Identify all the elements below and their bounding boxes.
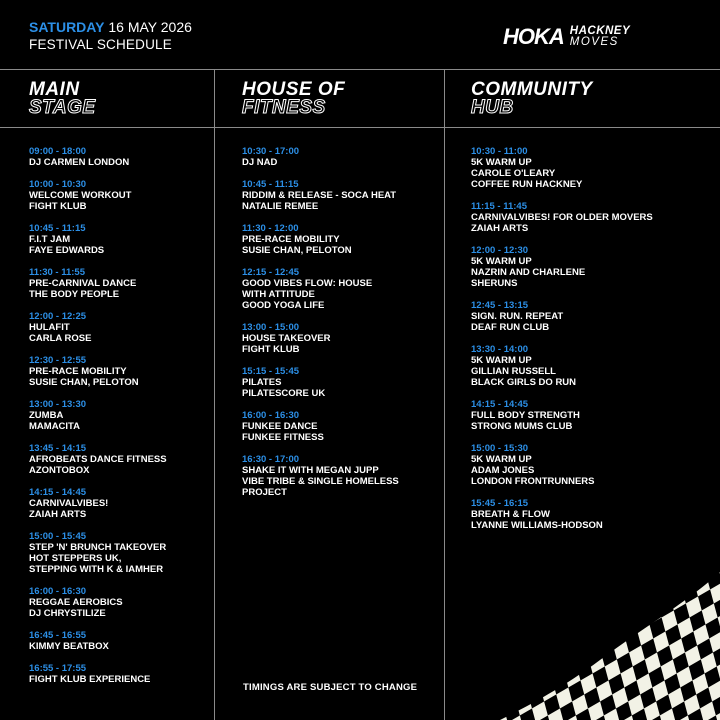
schedule-item (471, 498, 653, 531)
column-title-house-of-fitness (242, 81, 345, 117)
schedule-detail: SHERUNS (471, 278, 518, 289)
schedule-item (242, 366, 399, 399)
schedule-item (29, 443, 167, 476)
schedule-detail: SIGN. RUN. REPEAT (471, 311, 564, 322)
schedule-item (29, 487, 167, 520)
column-title-divider (0, 127, 720, 128)
schedule-time: 12:45 - 13:15 (471, 300, 529, 311)
schedule-detail: STEPPING WITH K & IAMHER (29, 564, 164, 575)
schedule-detail: HOT STEPPERS UK, (29, 553, 122, 564)
schedule-time: 12:30 - 12:55 (29, 355, 87, 366)
schedule-time: 15:45 - 16:15 (471, 498, 529, 509)
schedule-detail: 5K WARM UP (471, 454, 532, 465)
schedule-time: 16:30 - 17:00 (242, 454, 300, 465)
house-of-fitness-schedule (242, 146, 399, 509)
schedule-detail: ZUMBA (29, 410, 64, 421)
schedule-time: 12:15 - 12:45 (242, 267, 300, 278)
schedule-item (242, 410, 399, 443)
schedule-time: 13:30 - 14:00 (471, 344, 529, 355)
schedule-item (471, 201, 653, 234)
schedule-item (242, 179, 399, 212)
schedule-detail: RIDDIM & RELEASE - SOCA HEAT (242, 190, 397, 201)
schedule-detail: DJ CHRYSTILIZE (29, 608, 106, 619)
schedule-item (29, 663, 167, 685)
schedule-detail: FIGHT KLUB (242, 344, 300, 355)
schedule-item (242, 223, 399, 256)
schedule-time: 10:45 - 11:15 (242, 179, 299, 190)
column-title-line: HOUSE OF (242, 79, 346, 100)
schedule-detail: FUNKEE FITNESS (242, 432, 324, 443)
schedule-detail: GILLIAN RUSSELL (471, 366, 556, 377)
schedule-detail: STRONG MUMS CLUB (471, 421, 573, 432)
timings-disclaimer: TIMINGS ARE SUBJECT TO CHANGE (243, 682, 418, 693)
schedule-item (29, 586, 167, 619)
schedule-item (29, 179, 167, 212)
schedule-item (29, 399, 167, 432)
schedule-detail: KIMMY BEATBOX (29, 641, 109, 652)
schedule-detail: HOUSE TAKEOVER (242, 333, 331, 344)
schedule-item (29, 146, 167, 168)
logo-event-name (570, 26, 630, 48)
schedule-detail: FIGHT KLUB (29, 201, 87, 212)
schedule-detail: FUNKEE DANCE (242, 421, 318, 432)
schedule-detail: MAMACITA (29, 421, 81, 432)
schedule-item (242, 454, 399, 498)
schedule-detail: F.I.T JAM (29, 234, 71, 245)
schedule-time: 11:30 - 12:00 (242, 223, 299, 234)
schedule-item (29, 223, 167, 256)
schedule-item (471, 399, 653, 432)
schedule-item (29, 630, 167, 652)
schedule-time: 13:00 - 13:30 (29, 399, 87, 410)
schedule-detail: VIBE TRIBE & SINGLE HOMELESS (242, 476, 399, 487)
schedule-item (242, 322, 399, 355)
schedule-detail: REGGAE AEROBICS (29, 597, 123, 608)
schedule-time: 11:30 - 11:55 (29, 267, 85, 278)
schedule-detail: PRE-RACE MOBILITY (29, 366, 127, 377)
schedule-detail: HULAFIT (29, 322, 70, 333)
event-date-text: 16 MAY 2026 (108, 19, 192, 35)
schedule-item (29, 267, 167, 300)
schedule-detail: BLACK GIRLS DO RUN (471, 377, 577, 388)
schedule-detail: BREATH & FLOW (471, 509, 550, 520)
schedule-detail: FAYE EDWARDS (29, 245, 105, 256)
schedule-item (29, 311, 167, 344)
schedule-detail: PROJECT (242, 487, 287, 498)
schedule-detail: GOOD VIBES FLOW: HOUSE (242, 278, 373, 289)
schedule-detail: SUSIE CHAN, PELOTON (242, 245, 352, 256)
schedule-detail: ZAIAH ARTS (29, 509, 87, 520)
schedule-detail: PRE-CARNIVAL DANCE (29, 278, 137, 289)
schedule-time: 16:55 - 17:55 (29, 663, 87, 674)
column-divider-1 (214, 70, 215, 720)
schedule-item (471, 245, 653, 289)
schedule-detail: STEP 'N' BRUNCH TAKEOVER (29, 542, 167, 553)
schedule-time: 13:00 - 15:00 (242, 322, 300, 333)
header-divider (0, 69, 720, 70)
schedule-time: 11:15 - 11:45 (471, 201, 527, 212)
schedule-time: 10:45 - 11:15 (29, 223, 86, 234)
header (0, 0, 720, 70)
schedule-item (471, 146, 653, 190)
schedule-item (242, 146, 399, 168)
schedule-time: 15:00 - 15:45 (29, 531, 87, 542)
schedule-time: 14:15 - 14:45 (29, 487, 87, 498)
schedule-detail: CAROLE O'LEARY (471, 168, 556, 179)
schedule-item (29, 531, 167, 575)
schedule-detail: 5K WARM UP (471, 256, 532, 267)
column-title-line: COMMUNITY (471, 79, 593, 100)
schedule-detail: ZAIAH ARTS (471, 223, 529, 234)
schedule-time: 09:00 - 18:00 (29, 146, 87, 157)
schedule-detail: LONDON FRONTRUNNERS (471, 476, 595, 487)
column-title-community-hub (471, 81, 593, 117)
column-title-main-stage (29, 81, 96, 117)
schedule-time: 13:45 - 14:15 (29, 443, 87, 454)
schedule-time: 14:15 - 14:45 (471, 399, 529, 410)
schedule-detail: COFFEE RUN HACKNEY (471, 179, 583, 190)
schedule-detail: CARNIVALVIBES! FOR OLDER MOVERS (471, 212, 653, 223)
schedule-time: 16:00 - 16:30 (242, 410, 300, 421)
logo-line-1: HACKNEY (569, 25, 631, 37)
schedule-time: 16:00 - 16:30 (29, 586, 87, 597)
event-day: SATURDAY (29, 19, 105, 35)
schedule-time: 10:30 - 11:00 (471, 146, 528, 157)
hoka-hackney-moves-logo (503, 24, 630, 50)
schedule-detail: NATALIE REMEE (242, 201, 319, 212)
schedule-item (242, 267, 399, 311)
schedule-item (29, 355, 167, 388)
column-title-line: FITNESS (242, 97, 326, 118)
schedule-subtitle: FESTIVAL SCHEDULE (29, 37, 172, 52)
schedule-detail: PILATES (242, 377, 282, 388)
community-hub-schedule (471, 146, 653, 542)
schedule-detail: PRE-RACE MOBILITY (242, 234, 340, 245)
schedule-detail: SHAKE IT WITH MEGAN JUPP (242, 465, 379, 476)
schedule-item (471, 300, 653, 333)
column-divider-2 (444, 70, 445, 720)
schedule-item (471, 344, 653, 388)
schedule-time: 12:00 - 12:25 (29, 311, 87, 322)
schedule-detail: CARLA ROSE (29, 333, 92, 344)
schedule-detail: WELCOME WORKOUT (29, 190, 132, 201)
schedule-detail: GOOD YOGA LIFE (242, 300, 325, 311)
column-title-line: MAIN (29, 79, 80, 100)
schedule-time: 12:00 - 12:30 (471, 245, 529, 256)
schedule-detail: THE BODY PEOPLE (29, 289, 120, 300)
logo-line-2: MOVES (569, 36, 619, 48)
schedule-detail: DJ NAD (242, 157, 278, 168)
schedule-detail: ADAM JONES (471, 465, 535, 476)
schedule-detail: AFROBEATS DANCE FITNESS (29, 454, 167, 465)
column-title-line: HUB (471, 97, 514, 118)
schedule-detail: SUSIE CHAN, PELOTON (29, 377, 139, 388)
schedule-detail: DEAF RUN CLUB (471, 322, 550, 333)
schedule-detail: LYANNE WILLIAMS-HODSON (471, 520, 603, 531)
schedule-time: 16:45 - 16:55 (29, 630, 87, 641)
schedule-time: 15:00 - 15:30 (471, 443, 529, 454)
schedule-detail: CARNIVALVIBES! (29, 498, 109, 509)
schedule-detail: PILATESCORE UK (242, 388, 326, 399)
logo-brand: HOKA (503, 24, 564, 49)
schedule-item (471, 443, 653, 487)
schedule-detail: NAZRIN AND CHARLENE (471, 267, 586, 278)
schedule-detail: AZONTOBOX (29, 465, 90, 476)
schedule-detail: 5K WARM UP (471, 355, 532, 366)
schedule-detail: 5K WARM UP (471, 157, 532, 168)
schedule-detail: FULL BODY STRENGTH (471, 410, 580, 421)
schedule-time: 10:30 - 17:00 (242, 146, 300, 157)
event-date (29, 19, 192, 36)
schedule-time: 10:00 - 10:30 (29, 179, 87, 190)
schedule-detail: WITH ATTITUDE (242, 289, 315, 300)
schedule-time: 15:15 - 15:45 (242, 366, 300, 377)
schedule-detail: FIGHT KLUB EXPERIENCE (29, 674, 151, 685)
schedule-detail: DJ CARMEN LONDON (29, 157, 130, 168)
main-stage-schedule (29, 146, 167, 696)
column-title-line: STAGE (29, 97, 96, 118)
